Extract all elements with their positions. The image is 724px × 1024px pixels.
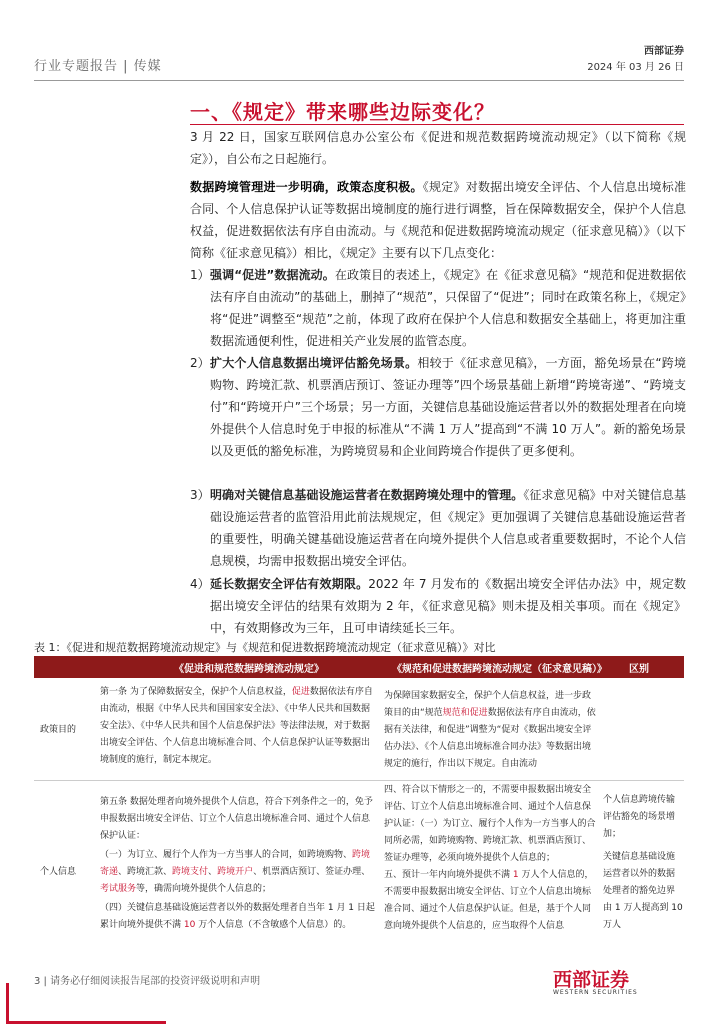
row-label: 政策目的 [40,725,77,735]
row-divider [34,780,684,781]
cell-text: 第一条 为了保障数据安全，保护个人信息权益， [100,687,292,697]
cell-text: 个人信息跨境传输评估豁免的场景增加； [603,795,676,839]
summary-lead: 数据跨境管理进一步明确，政策态度积极。 [190,180,423,194]
table-header-cell: 《规范和促进数据跨境流动规定（征求意见稿）》 [392,664,607,675]
cell-highlight: 跨境寄递 [100,850,371,877]
section-title: 一、《规定》带来哪些边际变化？ [190,100,495,124]
page-number: 3 [34,976,41,987]
table-cell [384,782,596,935]
list-item [190,264,686,352]
cell-text: （四）关键信息基础设施运营者以外的数据处理者自当年 1 月 1 日起累计向境外提供不满 [100,903,375,930]
table-cell [603,792,683,934]
cell-text: 关键信息基础设施运营者以外的数据处理者的豁免边界由 1 万人提高到 10 万人 [603,852,683,930]
brand-logo-subtitle: WESTERN SECURITIES [553,989,638,996]
item-heading: 强调“促进”数据流动。 [210,268,335,282]
list-item [190,573,686,639]
cell-highlight: 考试服务 [100,884,137,894]
table-header [34,656,684,678]
cell-line [384,867,596,935]
cell-highlight: 10 [183,920,196,930]
item-text: 相较于《征求意见稿》，一方面，豁免场景在“跨境购物、跨境汇款、机票酒店预订、签证办理等”四个场景基础上新增“跨境寄递”、“跨境支付”和“跨境开户”三个场景；另一方面，关键信息基础设施运营者以外的数据处理者在向境外提供个人信息时免于申报的标准从“不满 1 万人”提高到“不满 10 万人”。新的豁免场景以及更低的豁免标准，为跨境贸易和企业间跨境合作提供了更多便利。 [210,356,686,458]
item-number: 1） [190,268,210,282]
item-heading: 扩大个人信息数据出境评估豁免场景。 [210,356,418,370]
item-number: 4） [190,577,210,591]
cell-highlight: 促进 [291,687,310,697]
table-cell [384,688,596,773]
title-divider [190,124,684,125]
table-header-cell: 区别 [629,664,649,675]
header-divider [34,80,684,81]
item-text: 2022 年 7 月发布的《数据出境安全评估办法》中，规定数据出境安全评估的结果有效期为 2 年，《征求意见稿》则未提及相关事项。而在《规定》中，有效期修改为三年，且可申请续延长三年。 [210,577,686,635]
cell-text: 万人个人信息的，不需要申报数据出境安全评估、订立个人信息出境标准合同、通过个人信息保护认证。但是，基于个人同意向境外提供个人信息的，应当取得个人信息 [384,870,594,931]
cell-line [100,900,378,934]
cell-text: （一）为订立、履行个人作为一方当事人的合同，如跨境购物、 [100,850,353,860]
report-date: 2024 年 03 月 26 日 [587,62,684,73]
list-item [190,484,686,572]
footer-note: 3 | 请务必仔细阅读报告尾部的投资评级说明和声明 [34,976,261,987]
corner-accent [6,983,9,1024]
table-cell [100,794,378,934]
cell-text: 万个人信息（不含敏感个人信息）的。 [195,920,352,930]
cell-text: 、机票酒店预订、签证办理、 [253,867,371,877]
item-number: 3） [190,488,210,502]
brand-name: 西部证券 [644,46,684,57]
disclaimer-text: 请务必仔细阅读报告尾部的投资评级说明和声明 [50,976,261,987]
cell-text: 等，确需向境外提供个人信息的； [136,884,272,894]
cell-text: 为保障国家数据安全，保护个人信息权益，进一步政策目的由“规范 [384,691,592,718]
cell-text: 五、预计一年内向境外提供不满 [384,870,513,880]
summary-text: 《规定》对数据出境安全评估、个人信息出境标准合同、个人信息保护认证等数据出境制度的施行进行调整，旨在保障数据安全，保护个人信息权益，促进数据依法有序自由流动。与《规范和促进数据跨境流动规定（征求意见稿）》（以下简称《征求意见稿》）相比，《规定》主要有以下几点变化： [190,180,686,260]
cell-text: 四、符合以下情形之一的，不需要申报数据出境安全评估、订立个人信息出境标准合同、通过个人信息保护认证：（一）为订立、履行个人作为一方当事人的合同所必需，如跨境购物、跨境汇款、机票酒店预订、签证办理等，必须向境外提供个人信息的； [384,785,596,863]
intro-paragraph: 3 月 22 日，国家互联网信息办公室公布《促进和规范数据跨境流动规定》（以下简称《规定》），自公布之日起施行。 [190,130,686,166]
table-cell [100,684,378,769]
cell-text: 、 [208,867,218,877]
item-text: 在政策目的表述上，《规定》在《征求意见稿》“规范和促进数据依法有序自由流动”的基础上，删掉了“规范”，只保留了“促进”；同时在政策名称上，《规定》将“促进”调整至“规范”之前，体现了政府在保护个人信息和数据安全基础上，将更加注重数据流通便利性，促进相关产业发展的监管态度。 [210,268,686,348]
item-heading: 明确对关键信息基础设施运营者在数据跨境处理中的管理。 [210,488,524,502]
cell-text: 数据依法有序自由流动，依据有关法律，和促进”调整为“促对《数据出境安全评估办法》、《个人信息出境标准合同办法》等数据出境规定的施行，作出以下规定。自由流动 [384,708,596,769]
cell-highlight: 规范和促进 [442,708,488,718]
item-text: 《征求意见稿》中对关键信息基础设施运营者的监管沿用此前法规规定，但《规定》更加强调了关键信息基础设施运营者的重要性，明确关键基础设施运营者在向境外提供个人信息或者重要数据时，不论个人信息规模，均需申报数据出境安全评估。 [210,488,686,568]
cell-text: 数据依法有序自由流动，根据《中华人民共和国国家安全法》、《中华人民共和国数据安全法》、《中华人民共和国个人信息保护法》等法律法规，对于数据出境安全评估、个人信息出境标准合同、个人信息保护认证等数据出境制度的施行，制定本规定。 [100,687,373,765]
brand-logo: 西部证券 [553,969,630,991]
cell-line [100,847,378,898]
cell-text: 第五条 数据处理者向境外提供个人信息，符合下列条件之一的，免予申报数据出境安全评估、订立个人信息出境标准合同、通过个人信息保护认证： [100,797,373,841]
table-header-cell: 《促进和规范数据跨境流动规定》 [174,664,324,675]
cell-highlight: 跨境支付 [172,867,209,877]
cell-highlight: 1 [512,870,519,880]
row-label: 个人信息 [40,867,77,877]
table-caption: 表 1：《促进和规范数据跨境流动规定》与《规范和促进数据跨境流动规定（征求意见稿）》对比 [34,641,496,654]
cell-highlight: 跨境开户 [217,867,254,877]
item-number: 2） [190,356,210,370]
list-item [190,352,686,462]
report-category: 行业专题报告 | 传媒 [34,59,162,74]
summary-paragraph [190,176,686,264]
item-heading: 延长数据安全评估有效期限。 [210,577,369,591]
cell-text: 、跨境汇款、 [118,867,173,877]
